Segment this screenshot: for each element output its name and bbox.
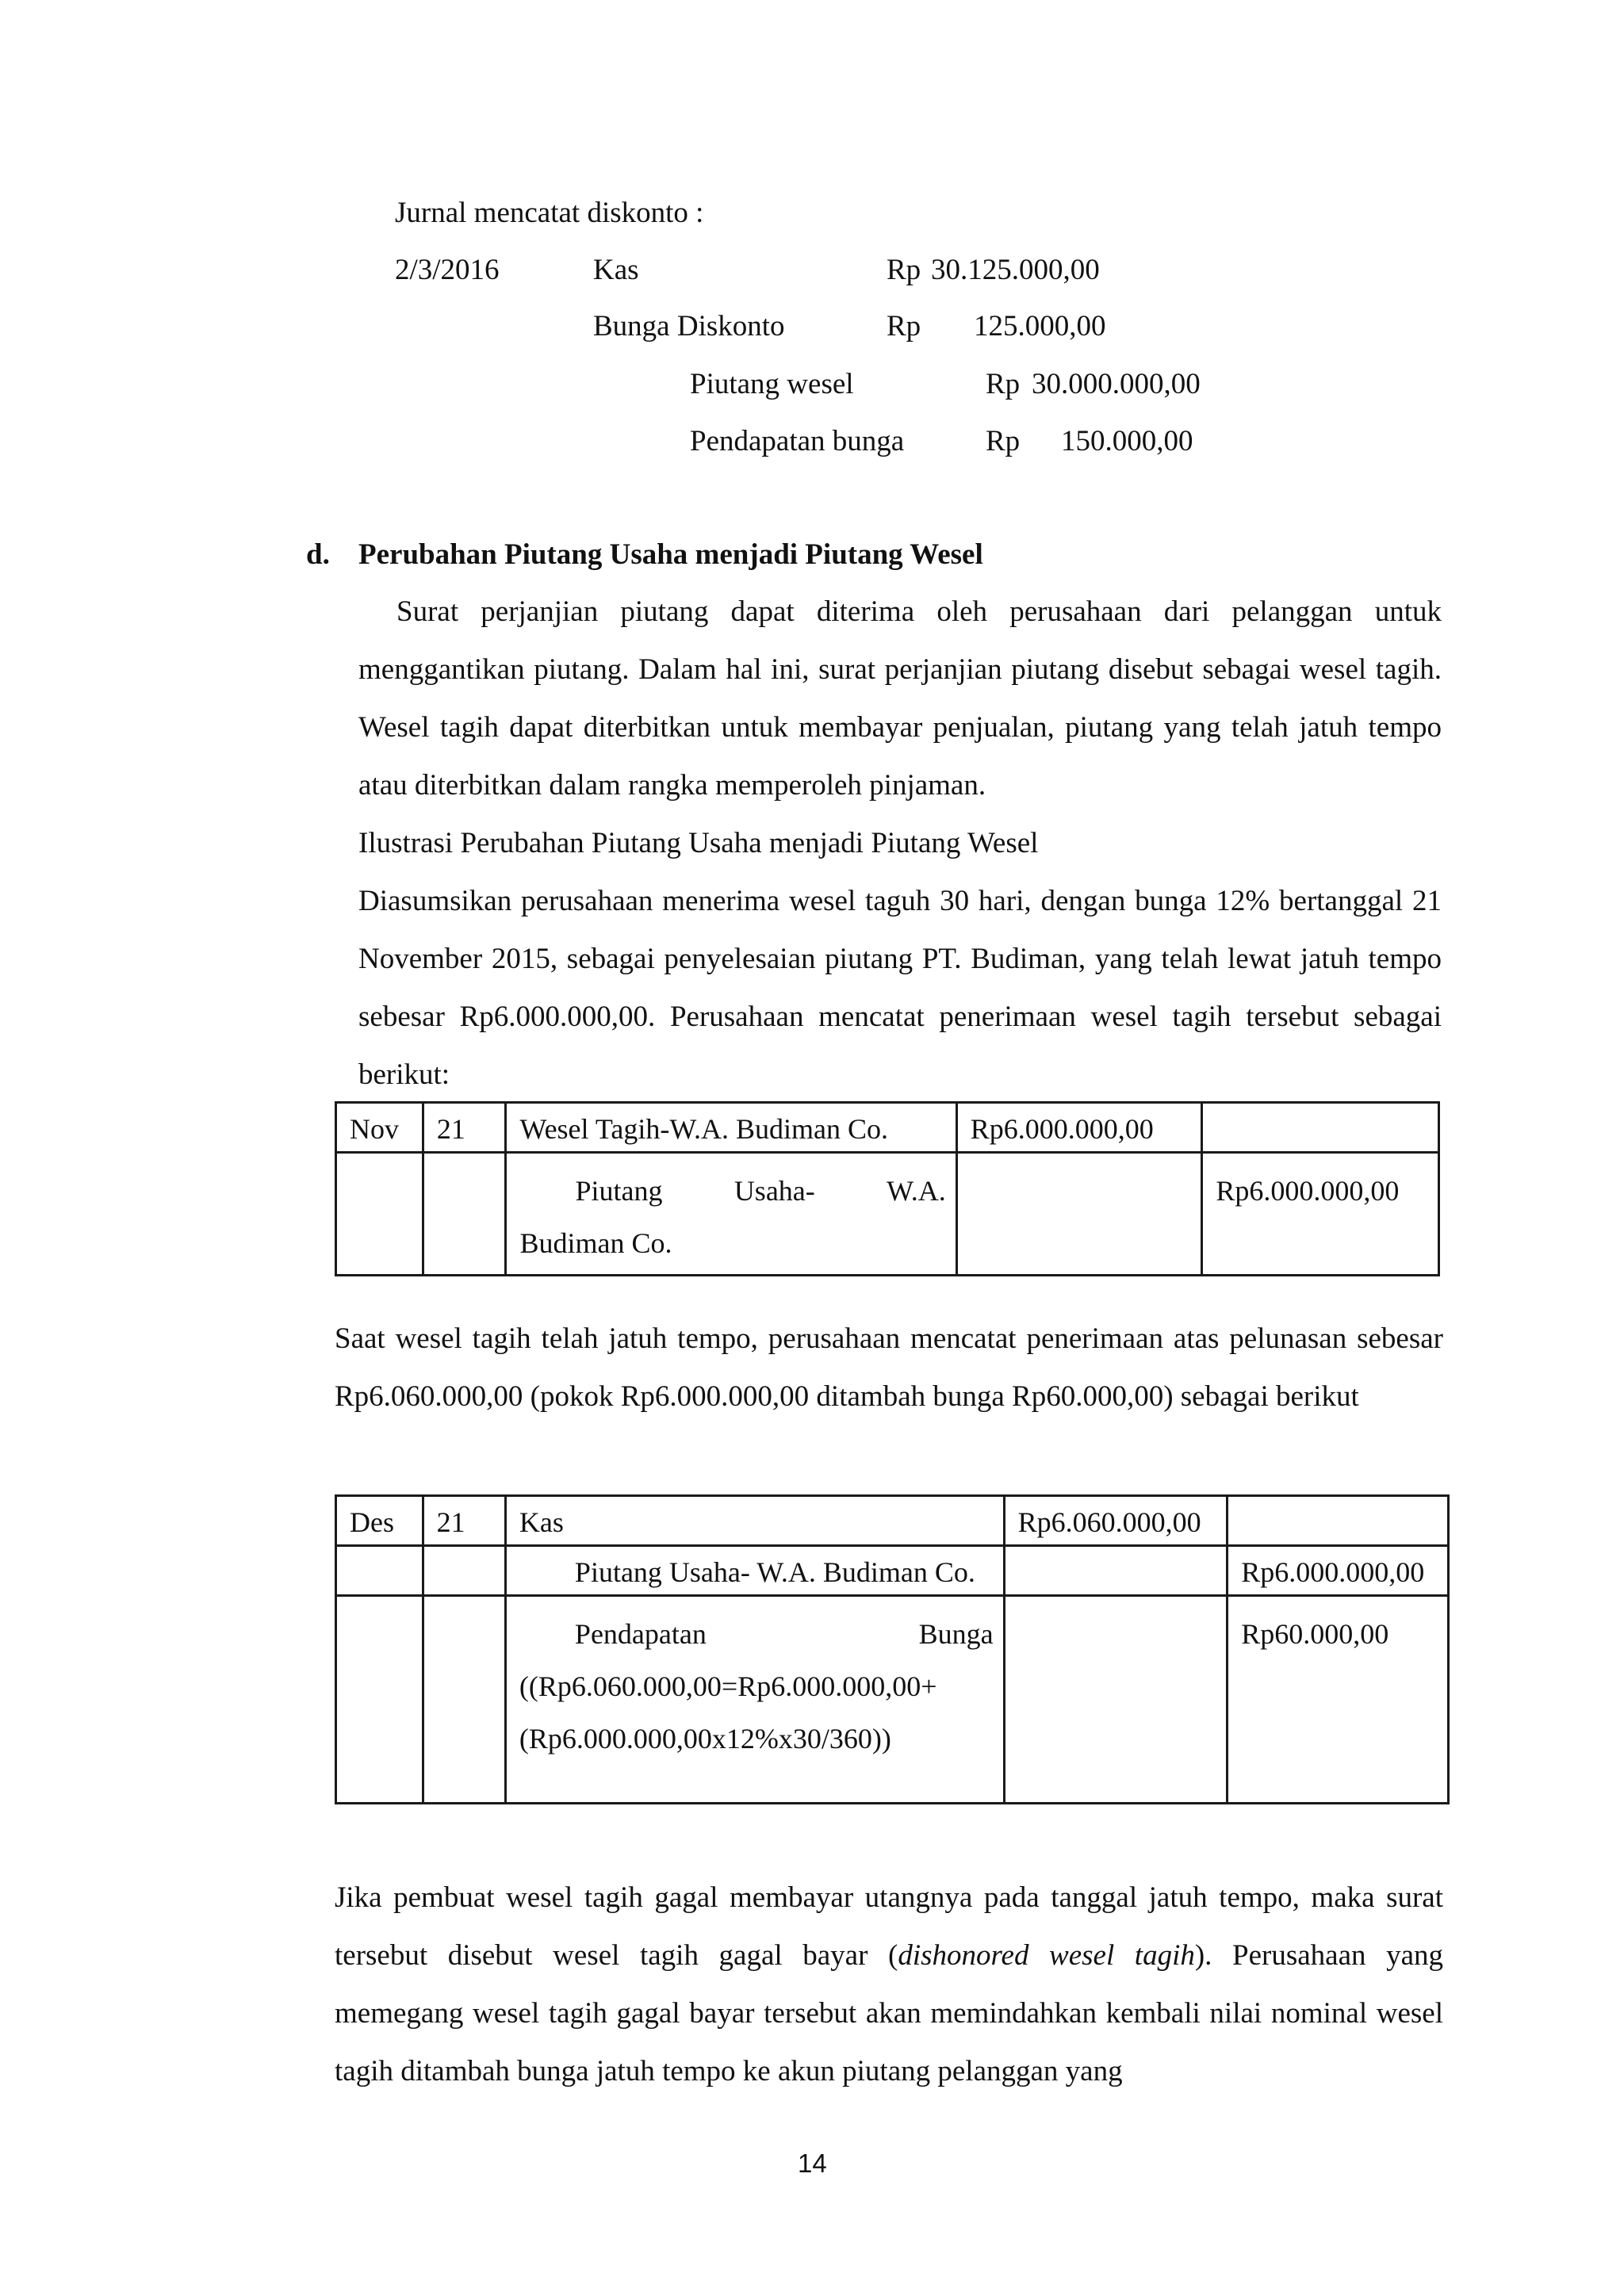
journal-rp-piutang-wesel: Rp (986, 368, 1021, 400)
cell-day: 21 (423, 1496, 505, 1546)
account-line-1 (519, 1165, 945, 1217)
cell-month (336, 1596, 423, 1804)
cell-account (506, 1153, 956, 1276)
journal-account-pendapatan-bunga: Pendapatan bunga (690, 425, 905, 457)
journal-rp-bunga-diskonto: Rp (887, 310, 921, 342)
cell-day: 21 (423, 1103, 506, 1153)
account-word: Piutang (575, 1175, 663, 1207)
section-marker: d. (306, 538, 330, 571)
account-word: Usaha- (733, 1175, 815, 1207)
cell-month (336, 1546, 423, 1596)
account-line-1 (519, 1608, 994, 1660)
paragraph-gagal-bayar (335, 1869, 1443, 2100)
text-before-italic: Jika pembuat wesel tagih gagal membayar utangnya pada tanggal jatuh tempo, maka surat tersebut disebut wesel tagih gagal bayar ( (335, 1881, 1443, 1972)
account-line-2: ((Rp6.060.000,00=Rp6.000.000,00+ (519, 1670, 937, 1702)
journal-date: 2/3/2016 (395, 254, 500, 286)
cell-credit (1228, 1496, 1449, 1546)
journal-account-kas: Kas (593, 254, 639, 286)
italic-term: dishonored wesel tagih (898, 1939, 1195, 1972)
cell-credit (1202, 1103, 1439, 1153)
journal-rp-kas: Rp (887, 254, 921, 286)
section-title: Perubahan Piutang Usaha menjadi Piutang Wesel (358, 538, 983, 571)
text-after-italic: ). Perusahaan yang memegang wesel tagih gagal bayar tersebut akan memindahkan kembali nilai nominal wesel tagih ditambah bunga jatuh tempo ke akun piutang pelanggan yang (335, 1939, 1443, 2087)
table-row (336, 1103, 1439, 1153)
cell-debit (1004, 1546, 1228, 1596)
account-line-3: (Rp6.000.000,00x12%x30/360)) (519, 1723, 891, 1755)
journal-table-des (335, 1494, 1450, 1804)
table-row (336, 1546, 1449, 1596)
journal-rp-pendapatan-bunga: Rp (986, 425, 1021, 457)
cell-debit (956, 1153, 1202, 1276)
table-row (336, 1496, 1449, 1546)
table-row (336, 1596, 1449, 1804)
cell-account: Wesel Tagih-W.A. Budiman Co. (506, 1103, 956, 1153)
cell-account: Piutang Usaha- W.A. Budiman Co. (505, 1546, 1004, 1596)
account-line-2: Budiman Co. (519, 1227, 672, 1259)
cell-day (423, 1546, 505, 1596)
cell-credit: Rp6.000.000,00 (1202, 1153, 1439, 1276)
journal-amount-kas: 30.125.000,00 (931, 254, 1100, 286)
cell-month: Nov (336, 1103, 423, 1153)
section-body (358, 583, 1442, 1104)
account-word: Bunga (918, 1618, 994, 1650)
cell-credit: Rp60.000,00 (1228, 1596, 1449, 1804)
cell-debit: Rp6.000.000,00 (956, 1103, 1202, 1153)
illustration-title: Ilustrasi Perubahan Piutang Usaha menjadi Piutang Wesel (358, 827, 1039, 859)
account-word: Pendapatan (574, 1618, 707, 1650)
paragraph-surat-perjanjian: Surat perjanjian piutang dapat diterima oleh perusahaan dari pelanggan untuk menggantikan piutang. Dalam hal ini, surat perjanjian piutang disebut sebagai wesel tagih. Wesel tagih dapat diterbitkan untuk membayar penjualan, piutang yang telah jatuh tempo atau diterbitkan dalam rangka memperoleh pinjaman. (358, 595, 1442, 802)
journal-amount-bunga-diskonto: 125.000,00 (974, 310, 1106, 342)
cell-month: Des (336, 1496, 423, 1546)
journal-amount-pendapatan-bunga: 150.000,00 (1061, 425, 1193, 457)
cell-debit (1004, 1596, 1228, 1804)
cell-account (505, 1596, 1004, 1804)
cell-account: Kas (505, 1496, 1004, 1546)
journal-account-piutang-wesel: Piutang wesel (690, 368, 854, 400)
journal-heading: Jurnal mencatat diskonto : (395, 197, 704, 229)
journal-amount-piutang-wesel: 30.000.000,00 (1032, 368, 1201, 400)
page-number: 14 (798, 2149, 827, 2178)
paragraph-pelunasan: Saat wesel tagih telah jatuh tempo, perusahaan mencatat penerimaan atas pelunasan sebesar Rp6.060.000,00 (pokok Rp6.000.000,00 ditambah bunga Rp60.000,00) sebagai berikut (335, 1322, 1443, 1413)
cell-month (336, 1153, 423, 1276)
account-word: W.A. (887, 1175, 946, 1207)
cell-day (423, 1596, 505, 1804)
journal-table-nov (335, 1101, 1440, 1276)
cell-debit: Rp6.060.000,00 (1004, 1496, 1228, 1546)
journal-account-bunga-diskonto: Bunga Diskonto (593, 310, 785, 342)
paragraph-asumsi: Diasumsikan perusahaan menerima wesel taguh 30 hari, dengan bunga 12% bertanggal 21 November 2015, sebagai penyelesaian piutang PT. Budiman, yang telah lewat jatuh tempo sebesar Rp6.000.000,00. Perusahaan mencatat penerimaan wesel tagih tersebut sebagai berikut: (358, 885, 1442, 1091)
cell-credit: Rp6.000.000,00 (1228, 1546, 1449, 1596)
cell-day (423, 1153, 506, 1276)
table-row (336, 1153, 1439, 1276)
